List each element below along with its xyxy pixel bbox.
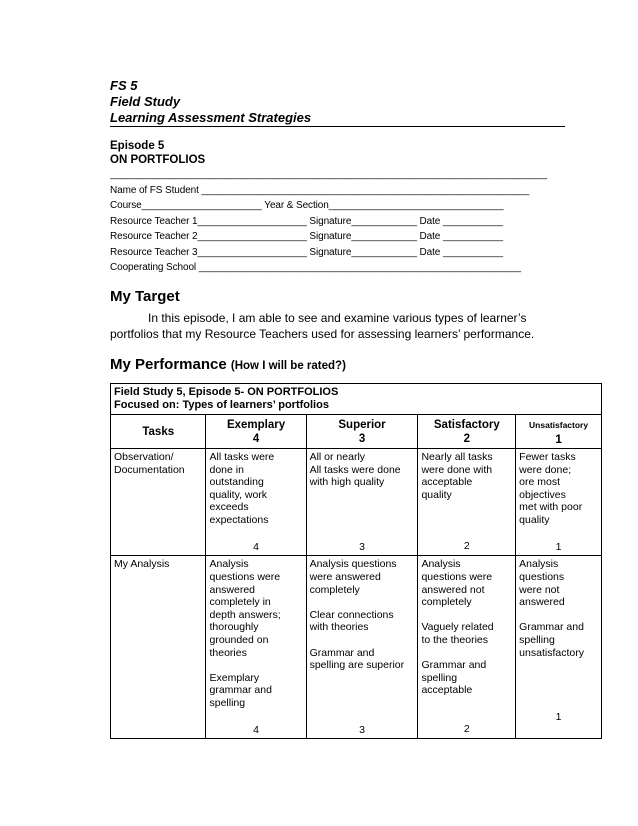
table-row (111, 449, 602, 556)
rating-cell (516, 556, 602, 739)
column-label: Exemplary (226, 419, 286, 431)
column-header-unsatisfactory (516, 415, 602, 449)
rating-score: 2 (463, 540, 470, 553)
form-line-cooperating-school: Cooperating School ___________________________________________________________ (110, 262, 521, 273)
column-header-superior (306, 415, 418, 449)
rubric-header-row (111, 415, 602, 449)
rating-score: 4 (253, 723, 259, 736)
target-text: In this episode, I am able to see and examine various types of learner’s portfolios that my Resource Teachers used for assessing learners’ performance. (110, 310, 535, 341)
rating-cell (306, 556, 418, 739)
task-cell: Observation/ Documentation (111, 449, 206, 556)
rating-score: 2 (463, 722, 470, 735)
rating-cell (516, 449, 602, 556)
column-header-exemplary (206, 415, 306, 449)
rating-text: Analysis questions were answered not completely Vaguely related to the theories Grammar and spelling acceptable (421, 558, 494, 697)
column-label: Superior (338, 419, 386, 431)
rating-text: Analysis questions were not answered Grammar and spelling unsatisfactory (519, 558, 584, 659)
episode-number: Episode 5 (110, 140, 165, 152)
rating-cell (306, 449, 418, 556)
rubric-table (110, 383, 602, 739)
rating-text: Nearly all tasks were done with acceptable quality (421, 451, 493, 501)
table-row (111, 556, 602, 739)
form-line-rule: ________________________________________________________________________________ (110, 169, 547, 180)
form-line-resource-teacher-2: Resource Teacher 2____________________ Signature____________ Date ___________ (110, 231, 504, 242)
rating-text: All or nearly All tasks were done with high quality (309, 451, 401, 489)
column-score: 4 (252, 433, 260, 445)
rating-text: Analysis questions were answered completely in depth answers; thoroughly grounded on theories Exemplary grammar and spelling (209, 558, 281, 709)
column-header-satisfactory (418, 415, 516, 449)
student-info-form (110, 167, 565, 276)
rubric-title-line-1: Field Study 5, Episode 5- ON PORTFOLIOS (114, 386, 339, 398)
rating-score: 4 (253, 540, 259, 553)
course-subtitle: Learning Assessment Strategies (110, 110, 565, 127)
rating-text: All tasks were done in outstanding quality, work exceeds expectations (209, 451, 275, 526)
column-label: Unsatisfactory (529, 420, 589, 430)
rubric-title (111, 384, 602, 415)
column-score: 2 (463, 433, 471, 445)
form-line-resource-teacher-3: Resource Teacher 3____________________ Signature____________ Date ___________ (110, 246, 504, 258)
course-name: Field Study (110, 94, 181, 109)
form-line-course: Course______________________ Year & Section________________________________ (110, 200, 504, 211)
rubric-title-line-2: Focused on: Types of learners’ portfolios (114, 399, 329, 411)
rating-text: Analysis questions were answered completely Clear connections with theories Grammar and spelling are superior (309, 558, 405, 672)
column-score: 1 (555, 432, 562, 446)
rating-score: 3 (359, 540, 365, 553)
course-code: FS 5 (110, 78, 138, 93)
rating-score: 1 (555, 711, 562, 724)
performance-heading (110, 356, 565, 375)
column-score: 3 (358, 433, 366, 445)
rating-cell (206, 556, 306, 739)
performance-title: My Performance (110, 355, 227, 373)
rating-score: 1 (555, 540, 562, 553)
rating-text: Fewer tasks were done; ore most objectives met with poor quality (519, 451, 583, 526)
rating-cell (418, 449, 516, 556)
episode-title: ON PORTFOLIOS (110, 154, 206, 166)
column-label: Satisfactory (433, 419, 500, 431)
column-label: Tasks (142, 426, 175, 438)
form-line-resource-teacher-1: Resource Teacher 1____________________ Signature____________ Date ___________ (110, 215, 504, 227)
rating-score: 3 (359, 723, 365, 736)
rating-cell (418, 556, 516, 739)
rating-cell (206, 449, 306, 556)
target-heading: My Target (110, 287, 180, 305)
rubric-title-row (111, 384, 602, 415)
performance-subtitle: (How I will be rated?) (230, 359, 346, 372)
form-line-student-name: Name of FS Student ____________________________________________________________ (110, 184, 530, 196)
document-page (110, 78, 565, 375)
column-header-tasks (111, 415, 206, 449)
task-cell: My Analysis (111, 556, 206, 739)
target-paragraph (110, 310, 565, 342)
